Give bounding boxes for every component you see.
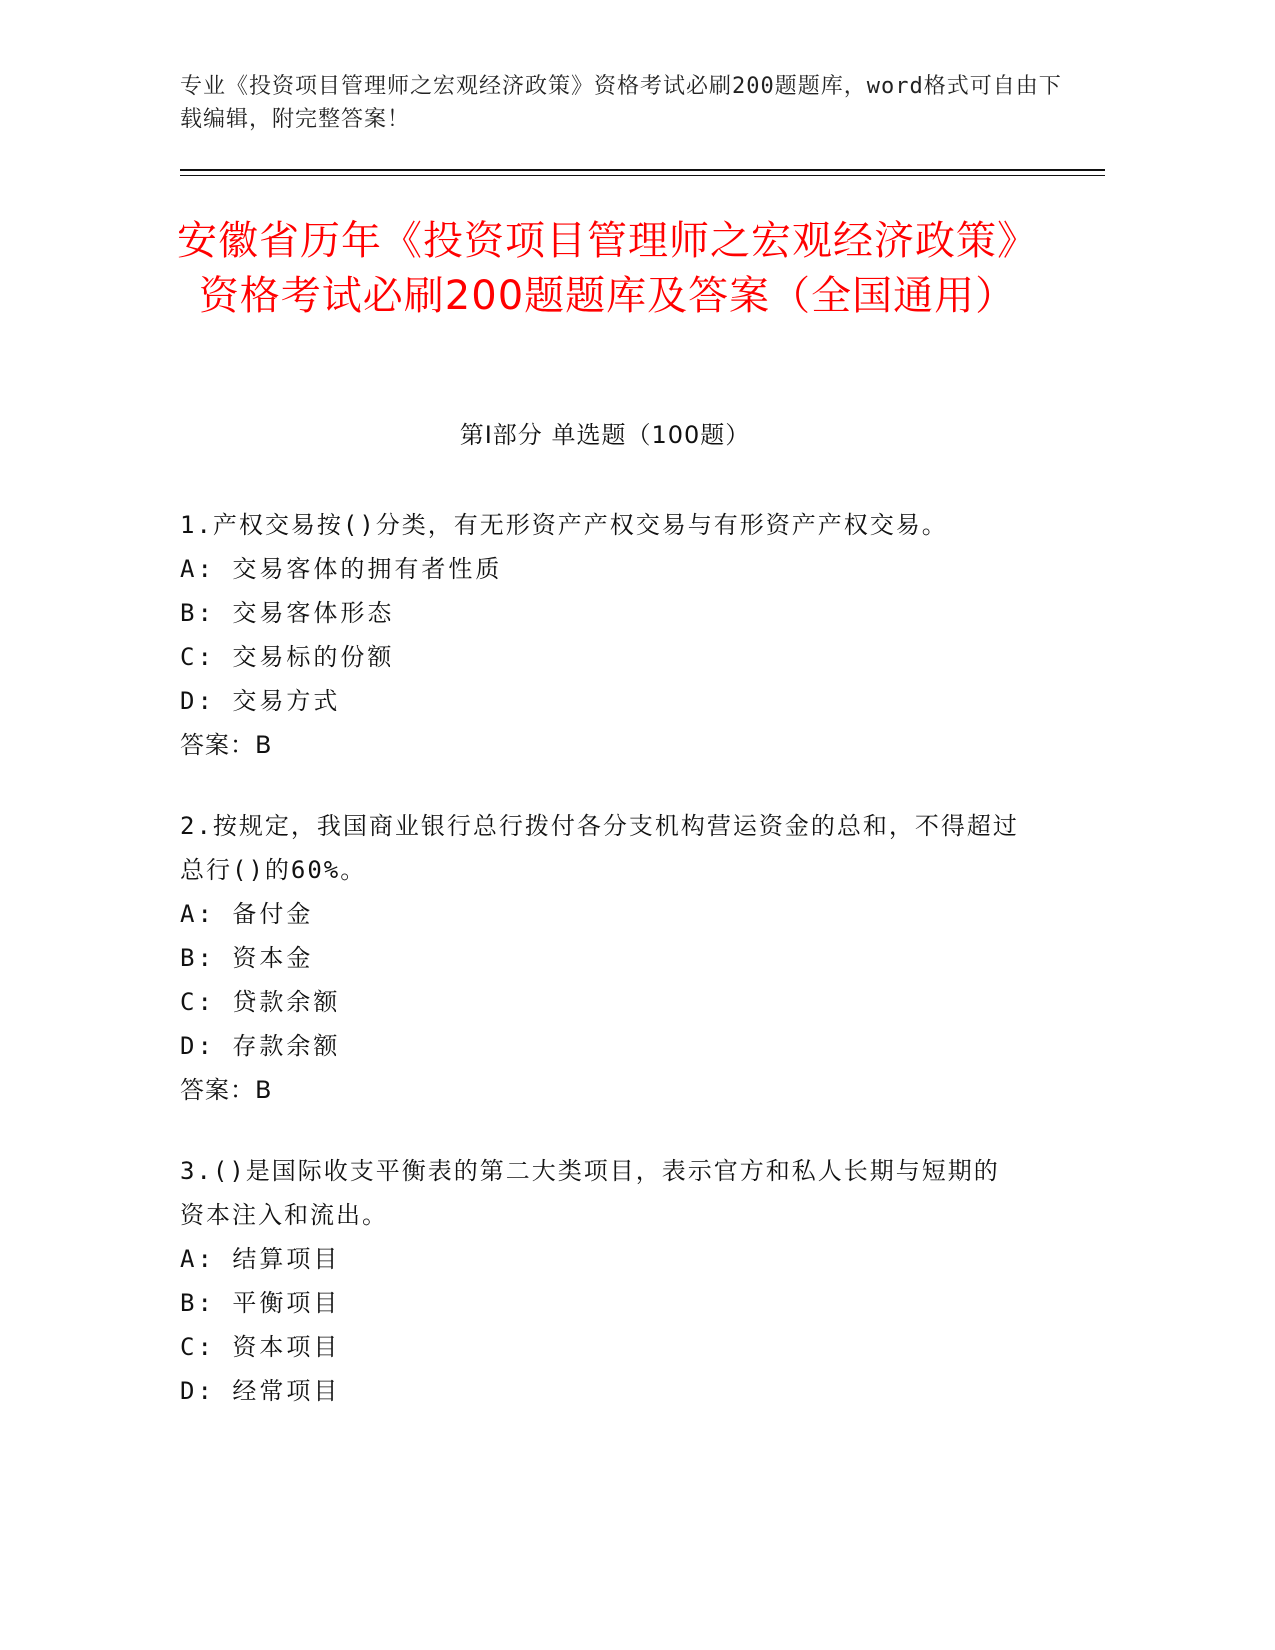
answer: 答案：B xyxy=(180,1076,273,1104)
option-b: B: 资本金 xyxy=(180,944,314,972)
section-heading: 第I部分 单选题（100题） xyxy=(459,421,751,449)
header-divider-thin xyxy=(180,175,1105,176)
question-list xyxy=(180,503,1020,1450)
option-b: B: 交易客体形态 xyxy=(180,599,395,627)
answer: 答案：B xyxy=(180,731,273,759)
question-stem: 2.按规定，我国商业银行总行拨付各分支机构营运资金的总和，不得超过总行()的60%。 xyxy=(180,812,1019,884)
question-3 xyxy=(180,1149,1020,1413)
option-c: C: 资本项目 xyxy=(180,1333,341,1361)
option-d: D: 存款余额 xyxy=(180,1032,341,1060)
question-stem: 3.()是国际收支平衡表的第二大类项目，表示官方和私人长期与短期的资本注入和流出。 xyxy=(180,1157,1000,1229)
option-a: A: 结算项目 xyxy=(180,1245,341,1273)
header-note: 专业《投资项目管理师之宏观经济政策》资格考试必刷200题题库，word格式可自由下载编辑，附完整答案！ xyxy=(180,74,1062,132)
question-stem: 1.产权交易按()分类，有无形资产产权交易与有形资产产权交易。 xyxy=(180,511,948,539)
option-c: C: 贷款余额 xyxy=(180,988,341,1016)
option-a: A: 交易客体的拥有者性质 xyxy=(180,555,503,583)
option-b: B: 平衡项目 xyxy=(180,1289,341,1317)
question-2 xyxy=(180,804,1020,1112)
question-1 xyxy=(180,503,1020,767)
option-a: A: 备付金 xyxy=(180,900,314,928)
option-d: D: 经常项目 xyxy=(180,1377,341,1405)
document-title: 安徽省历年《投资项目管理师之宏观经济政策》资格考试必刷200题题库及答案（全国通用） xyxy=(177,218,1038,319)
option-c: C: 交易标的份额 xyxy=(180,643,395,671)
header-divider-thick xyxy=(180,169,1105,171)
option-d: D: 交易方式 xyxy=(180,687,341,715)
